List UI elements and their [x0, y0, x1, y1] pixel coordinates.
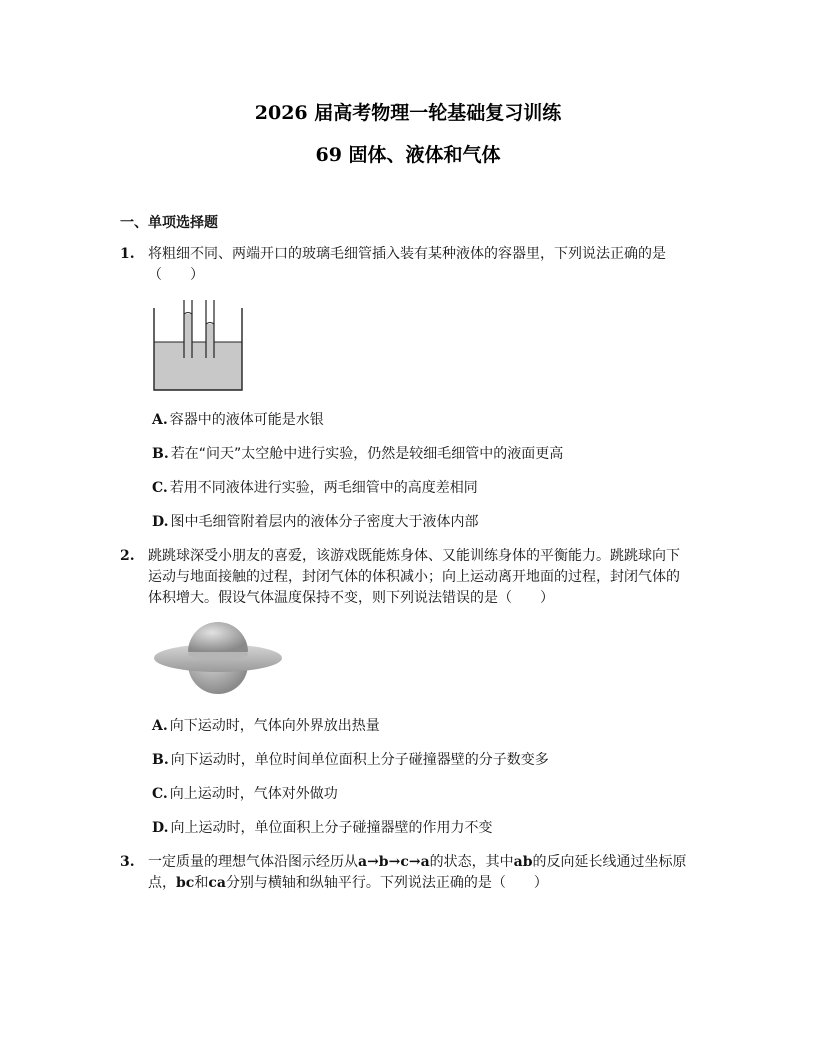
- capillary-tubes-container-icon: [150, 298, 248, 394]
- option-1b: B. 若在“问天”太空舱中进行实验，仍然是较细毛细管中的液面更高: [152, 446, 564, 462]
- option-1c: C. 若用不同液体进行实验，两毛细管中的高度差相同: [152, 480, 478, 496]
- option-1a: A. 容器中的液体可能是水银: [152, 412, 324, 428]
- question-number: 2.: [120, 548, 135, 564]
- option-1d: D. 图中毛细管附着层内的液体分子密度大于液体内部: [152, 514, 479, 530]
- question-number: 3.: [120, 854, 135, 870]
- question-1: [120, 244, 700, 286]
- question-number: 1.: [120, 246, 135, 262]
- option-2d: D. 向上运动时，单位面积上分子碰撞器壁的作用力不变: [152, 820, 493, 836]
- section-heading: 一、单项选择题: [120, 215, 218, 231]
- question-3: [120, 852, 688, 894]
- document-title: 2026 届高考物理一轮基础复习训练: [254, 102, 562, 124]
- option-2c: C. 向上运动时，气体对外做功: [152, 786, 338, 802]
- option-2b: B. 向下运动时，单位时间单位面积上分子碰撞器壁的分子数变多: [152, 752, 549, 768]
- pogo-ball-icon: [152, 616, 286, 698]
- question-stem: 跳跳球深受小朋友的喜爱，该游戏既能炼身体、又能训练身体的平衡能力。跳跳球向下运动与地面接触的过程，封闭气体的体积减小；向上运动离开地面的过程，封闭气体的体积增大。假设气体温度保持不变，则下列说法错误的是（ ）: [148, 548, 680, 606]
- question-2: [120, 546, 690, 609]
- document-subtitle: 69 固体、液体和气体: [315, 144, 501, 166]
- option-2a: A. 向下运动时，气体向外界放出热量: [152, 718, 380, 734]
- question-stem: 一定质量的理想气体沿图示经历从a→b→c→a的状态，其中ab的反向延长线通过坐标原点，bc和ca分别与横轴和纵轴平行。下列说法正确的是（ ）: [148, 854, 687, 891]
- question-stem: 将粗细不同、两端开口的玻璃毛细管插入装有某种液体的容器里，下列说法正确的是（ ）: [148, 246, 666, 283]
